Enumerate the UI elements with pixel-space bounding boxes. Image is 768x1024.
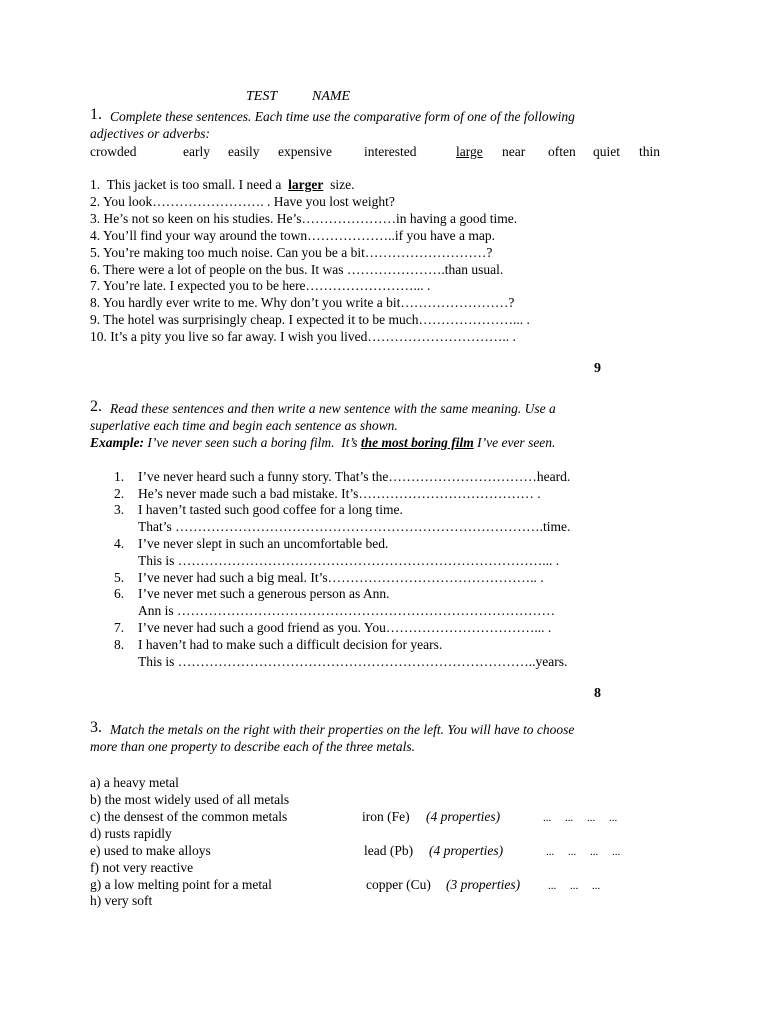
- word-large: large: [456, 144, 483, 159]
- section-3-number: 3.: [90, 719, 102, 736]
- sentence-5: 5. You’re making too much noise. Can you be a bit………………………?: [90, 245, 493, 260]
- item-2-5: I’ve never had such a big meal. It’s……………………………………….. .: [138, 570, 544, 585]
- test-heading: TEST: [246, 89, 278, 104]
- word-quiet: quiet: [593, 144, 620, 159]
- metal-copper: copper (Cu): [366, 877, 431, 892]
- word-thin: thin: [639, 144, 661, 159]
- item-2-6-answer-line: Ann is …………………………………………………………………………: [138, 603, 556, 618]
- sentence-1: 1. This jacket is too small. I need a larger size.: [90, 177, 355, 192]
- item-2-6: I’ve never met such a generous person as Ann.: [138, 586, 390, 601]
- property-d: d) rusts rapidly: [90, 826, 172, 841]
- section-1-score: 9: [594, 361, 601, 376]
- metal-iron-blanks: ... ... ... ...: [543, 812, 618, 824]
- item-2-2-number: 2.: [114, 486, 125, 501]
- sentence-3: 3. He’s not so keen on his studies. He’s…………………in having a good time.: [90, 211, 518, 226]
- sentence-1-answer: larger: [288, 177, 324, 192]
- sentence-10: 10. It’s a pity you live so far away. I wish you lived………………………….. .: [90, 329, 516, 344]
- item-2-3-answer-line: That’s ……………………………………………………………………….time.: [138, 519, 571, 534]
- metal-lead-properties: (4 properties): [429, 843, 504, 858]
- sentence-8: 8. You hardly ever write to me. Why don’t you write a bit……………………?: [90, 295, 515, 310]
- property-b: b) the most widely used of all metals: [90, 792, 290, 807]
- sentence-4: 4. You’ll find your way around the town………………..if you have a map.: [90, 228, 495, 243]
- property-c: c) the densest of the common metals: [90, 809, 288, 824]
- metal-iron: iron (Fe): [362, 809, 410, 824]
- name-heading: NAME: [312, 89, 351, 104]
- sentence-2: 2. You look……………………. . Have you lost weight?: [90, 194, 395, 209]
- section-2-instructions-cont: superlative each time and begin each sentence as shown.: [90, 418, 398, 433]
- section-1-number: 1.: [90, 106, 102, 123]
- section-2-instructions: Read these sentences and then write a new sentence with the same meaning. Use a: [110, 401, 556, 416]
- word-expensive: expensive: [278, 144, 332, 159]
- item-2-2: He’s never made such a bad mistake. It’s………………………………… .: [138, 486, 541, 501]
- item-2-8: I haven’t had to make such a difficult decision for years.: [138, 637, 443, 652]
- section-2-number: 2.: [90, 398, 102, 415]
- item-2-1: I’ve never heard such a funny story. That’s the……………………………heard.: [138, 469, 571, 484]
- item-2-7-number: 7.: [114, 620, 125, 635]
- word-crowded: crowded: [90, 144, 137, 159]
- section-1-instructions-cont: adjectives or adverbs:: [90, 126, 210, 141]
- item-2-7: I’ve never had such a good friend as you. You……………………………... .: [138, 620, 552, 635]
- item-2-6-number: 6.: [114, 586, 125, 601]
- item-2-3-number: 3.: [114, 502, 125, 517]
- example-label: Example:: [90, 435, 144, 450]
- item-2-3: I haven’t tasted such good coffee for a long time.: [138, 502, 403, 517]
- item-2-4-number: 4.: [114, 536, 125, 551]
- sentence-7: 7. You’re late. I expected you to be here……………………... .: [90, 278, 431, 293]
- word-near: near: [502, 144, 526, 159]
- section-2-example: Example: I’ve never seen such a boring film. It’s the most boring film I’ve ever seen.: [90, 435, 556, 450]
- item-2-1-number: 1.: [114, 469, 125, 484]
- sentence-9: 9. The hotel was surprisingly cheap. I expected it to be much…………………... .: [90, 312, 530, 327]
- property-h: h) very soft: [90, 893, 153, 908]
- item-2-8-answer-line: This is ……………………………………………………………………..years.: [138, 654, 568, 669]
- example-answer: the most boring film: [360, 435, 474, 450]
- item-2-4-answer-line: This is ………………………………………………………………………... .: [138, 553, 560, 568]
- metal-lead-blanks: ... ... ... ...: [546, 846, 621, 858]
- word-early: early: [183, 144, 210, 159]
- property-f: f) not very reactive: [90, 860, 194, 875]
- item-2-8-number: 8.: [114, 637, 125, 652]
- word-interested: interested: [364, 144, 417, 159]
- item-2-5-number: 5.: [114, 570, 125, 585]
- sentence-6: 6. There were a lot of people on the bus. It was ………………….than usual.: [90, 262, 504, 277]
- section-3-instructions-cont: more than one property to describe each of the three metals.: [90, 739, 416, 754]
- metal-iron-properties: (4 properties): [426, 809, 501, 824]
- section-2-score: 8: [594, 686, 601, 701]
- word-easily: easily: [228, 144, 260, 159]
- metal-lead: lead (Pb): [364, 843, 414, 858]
- property-a: a) a heavy metal: [90, 775, 179, 790]
- section-1-instructions: Complete these sentences. Each time use the comparative form of one of the following: [110, 109, 575, 124]
- metal-copper-properties: (3 properties): [446, 877, 521, 892]
- item-2-4: I’ve never slept in such an uncomfortable bed.: [138, 536, 389, 551]
- property-g: g) a low melting point for a metal: [90, 877, 272, 892]
- section-3-instructions: Match the metals on the right with their properties on the left. You will have to choose: [110, 722, 575, 737]
- metal-copper-blanks: ... ... ...: [548, 880, 601, 892]
- word-often: often: [548, 144, 576, 159]
- property-e: e) used to make alloys: [90, 843, 211, 858]
